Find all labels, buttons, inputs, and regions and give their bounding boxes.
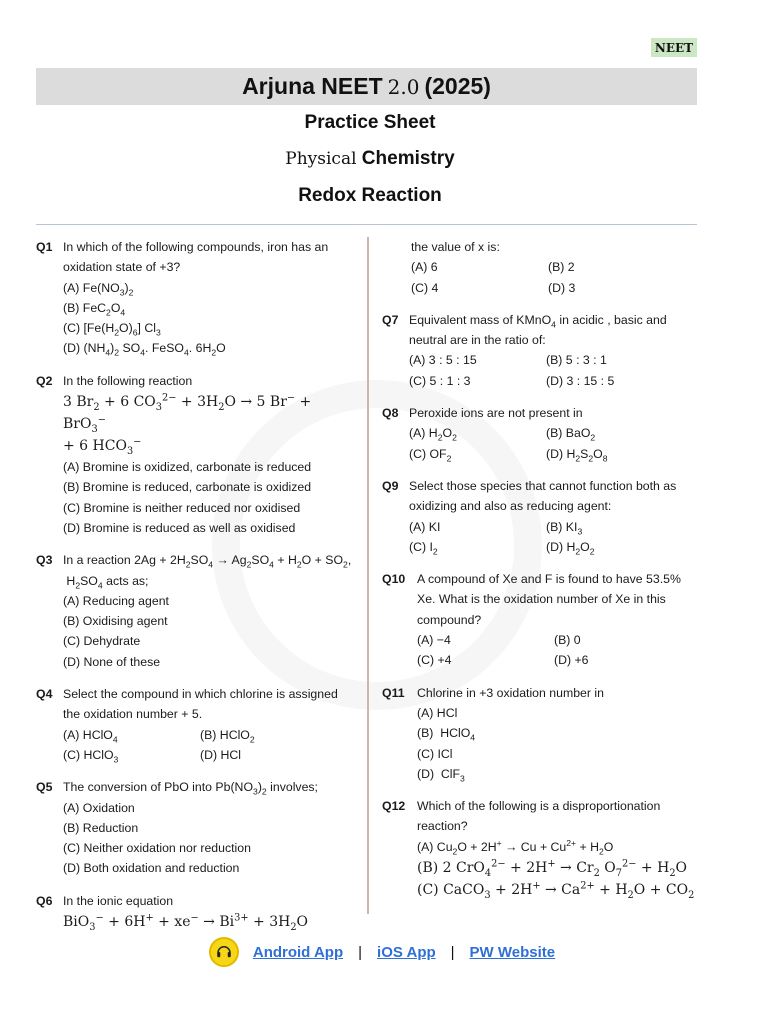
- question-number: Q2: [36, 373, 53, 388]
- option-a: (A) $H_2O_2$: [409, 426, 457, 443]
- question-11: [382, 683, 702, 784]
- question-9: [382, 476, 702, 557]
- option-d: (D) HCl: [200, 747, 241, 762]
- option-d: (D) None of these: [63, 654, 161, 669]
- question-6-continued: [382, 237, 702, 298]
- option-a: (A) $Fe(NO_3)_2$: [63, 280, 134, 298]
- option-c: (C) +4: [417, 653, 452, 668]
- option-a: (A) Bromine is oxidized, carbonate is reduced: [63, 460, 312, 475]
- option-b: (B) BaO$_2$: [546, 426, 596, 443]
- option-d: (D) 3: [548, 280, 576, 295]
- question-text: A compound of Xe and F is found to have 53.5% Xe. What is the oxidation number of Xe in this compound?: [417, 572, 681, 627]
- link-separator: |: [358, 943, 363, 961]
- option-d: (D) +6: [554, 653, 589, 668]
- option-c: (C) Dehydrate: [63, 634, 141, 649]
- question-4: [36, 684, 356, 765]
- option-d: (D) Both oxidation and reduction: [63, 861, 240, 876]
- option-c: (C) Bromine is neither reduced nor oxidised: [63, 500, 301, 515]
- option-a: (A) KI: [409, 519, 441, 534]
- reaction-equation-cont: + 6 $HCO_3^-$: [63, 436, 142, 457]
- question-text: In which of the following compounds, iron has an oxidation state of +3?: [63, 240, 329, 275]
- question-3: [36, 550, 356, 672]
- subject-heading: [0, 148, 740, 170]
- question-text: Select those species that cannot function both as oxidizing and also as reducing agent:: [409, 478, 677, 514]
- right-column: [382, 237, 702, 913]
- option-a: (A) Oxidation: [63, 800, 135, 815]
- question-text: Peroxide ions are not present in: [409, 406, 583, 421]
- subject-part-a: Physical: [285, 149, 357, 169]
- question-5: [36, 777, 356, 878]
- option-b: (B) $KI_3$: [546, 519, 583, 537]
- question-text: Equivalent mass of KMnO$_4$ in acidic , basic and neutral are in the ratio of:: [409, 312, 667, 348]
- question-text: Select the compound in which chlorine is assigned the oxidation number + 5.: [63, 687, 338, 722]
- question-6: [36, 891, 356, 933]
- option-a: (A) HCl: [417, 705, 458, 720]
- question-number: Q6: [36, 893, 53, 908]
- neet-badge: NEET: [651, 38, 697, 57]
- question-number: Q12: [382, 799, 406, 814]
- header-divider: [36, 224, 697, 225]
- android-app-link[interactable]: Android App: [252, 943, 344, 961]
- option-a: (A) $Cu_2O + 2H^+ \to Cu + Cu^{2+} + H_2O$: [417, 837, 614, 857]
- sheet-type: Practice Sheet: [304, 112, 436, 133]
- headset-icon: [215, 943, 233, 961]
- option-b: (B) HClO$_4$: [417, 726, 476, 743]
- title-part-c: (2025): [424, 73, 491, 99]
- column-divider: [367, 237, 369, 914]
- option-b: (B) 2 $CrO_4^{2-} + 2H^+ \to Cr_2$ $O_7^{2-} + H_2O$: [417, 858, 688, 879]
- question-8: [382, 403, 702, 464]
- reaction-equation: 3 $Br_2 + 6$ $CO_3^{2-} + 3H_2O \to 5$ Br− + BrO$_3$−: [63, 392, 312, 435]
- subject-part-b: Chemistry: [361, 148, 455, 169]
- title-part-b: 2.0: [387, 74, 420, 99]
- option-c: (C) Neither oxidation nor reduction: [63, 841, 251, 856]
- question-number: Q1: [36, 240, 53, 254]
- option-a: (A) HClO$_4$: [63, 727, 118, 745]
- question-12: [382, 796, 702, 901]
- option-a: (A) 3 : 5 : 15: [409, 353, 477, 368]
- question-10: [382, 569, 702, 670]
- question-number: Q8: [382, 406, 399, 421]
- question-number: Q7: [382, 312, 399, 327]
- question-1: [36, 237, 356, 359]
- option-c: (C) $I_2$: [409, 539, 438, 557]
- page-title: [36, 68, 697, 105]
- question-number: Q3: [36, 553, 53, 568]
- option-b: (B) 5 : 3 : 1: [546, 353, 607, 368]
- customer-service-icon: [209, 937, 239, 967]
- option-b: (B) Bromine is reduced, carbonate is oxidized: [63, 480, 312, 495]
- question-number: Q5: [36, 780, 53, 795]
- question-number: Q9: [382, 478, 399, 493]
- option-b: (B) 2: [548, 260, 575, 275]
- option-c: (C) ICl: [417, 746, 453, 761]
- question-number: Q10: [382, 572, 406, 587]
- question-text: In the ionic equation: [63, 893, 174, 908]
- option-c: (C) HClO$_3$: [63, 747, 119, 765]
- question-text: Which of the following is a disproportionation reaction?: [417, 799, 661, 834]
- question-text: In a reaction $2Ag + 2H_2SO_4 \to Ag_2SO_4 + H_2O + SO_2$, $H_2SO_4$ acts as;: [63, 553, 352, 591]
- footer-links: [0, 932, 768, 972]
- question-text: the value of x is:: [411, 240, 500, 254]
- option-d: (D) Bromine is reduced as well as oxidised: [63, 520, 296, 535]
- pw-website-link[interactable]: PW Website: [469, 943, 556, 961]
- question-number: Q11: [382, 685, 405, 700]
- question-7: [382, 310, 702, 391]
- option-a: (A) −4: [417, 633, 451, 648]
- option-b: (B) 0: [554, 633, 581, 648]
- option-d: (D) $H_2O_2$: [546, 539, 595, 557]
- topic-heading: Redox Reaction: [298, 185, 442, 206]
- option-c: (C) CaCO$_3$ + $2H^+ \to Ca^{2+} + H_2O + CO_2$: [417, 880, 695, 901]
- ionic-equation: $BiO_3^- + 6H^+ + xe^- \to Bi^{3+} + 3H_2O$: [63, 912, 309, 933]
- title-part-a: Arjuna NEET: [242, 73, 383, 99]
- ios-app-link[interactable]: iOS App: [377, 943, 436, 961]
- question-2: [36, 371, 356, 538]
- option-c: (C) 5 : 1 : 3: [409, 373, 471, 388]
- option-c: (C) $[Fe(H_2O)_6]$ $Cl_3$: [63, 321, 161, 338]
- option-a: (A) Reducing agent: [63, 593, 169, 608]
- question-text: Chlorine in +3 oxidation number in: [417, 685, 604, 700]
- option-d: (D) $(NH_4)_2$ $SO_4$. FeSO$_4$. $6H_2O$: [63, 341, 226, 358]
- question-text: The conversion of PbO into $Pb(NO_3)_2$ involves;: [63, 780, 318, 797]
- option-c: (C) $OF_2$: [409, 446, 452, 464]
- link-separator: |: [450, 943, 455, 961]
- question-number: Q4: [36, 687, 53, 702]
- option-d: (D) $H_2S_2O_8$: [546, 446, 608, 464]
- option-b: (B) Oxidising agent: [63, 614, 168, 629]
- option-a: (A) 6: [411, 260, 438, 275]
- option-b: (B) HClO$_2$: [200, 727, 255, 745]
- option-b: (B) $FeC_2O_4$: [63, 300, 126, 318]
- option-d: (D) 3 : 15 : 5: [546, 373, 615, 388]
- option-c: (C) 4: [411, 280, 439, 295]
- option-d: (D) ClF$_3$: [417, 766, 465, 784]
- left-column: [36, 237, 356, 945]
- question-text: In the following reaction: [63, 373, 193, 388]
- option-b: (B) Reduction: [63, 820, 139, 835]
